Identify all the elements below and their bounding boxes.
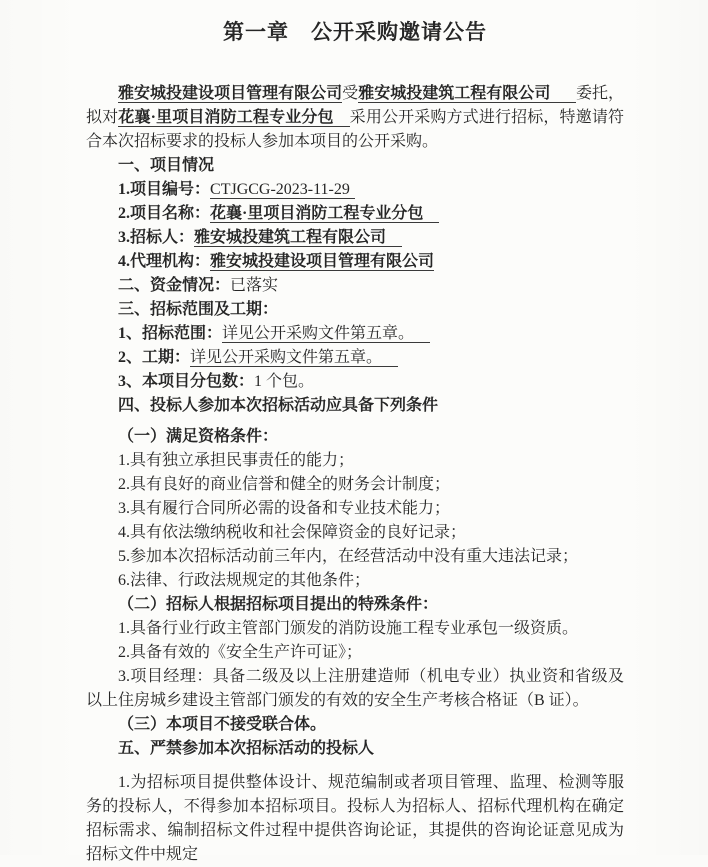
page-title: 第一章 公开采购邀请公告 <box>223 20 487 44</box>
agency-label: 4.代理机构： <box>118 253 211 270</box>
sub1-heading: （一）满足资格条件： <box>118 428 279 445</box>
intro-paragraph <box>86 82 624 154</box>
scope-label: 1、招标范围： <box>118 325 223 342</box>
tenderee-label: 3.招标人： <box>118 229 195 246</box>
funding-status: 已落实 <box>230 277 279 294</box>
duration-value: 详见公开采购文件第五章。 <box>190 349 398 367</box>
agency-name: 雅安城投建设项目管理有限公司 <box>118 85 343 102</box>
section4-heading: 四、投标人参加本次招标活动应具备下列条件 <box>118 397 439 414</box>
intro-after-owner: 委托，拟对 <box>86 85 624 126</box>
qualification-item: 4.具有依法缴纳税收和社会保障资金的良好记录； <box>118 524 467 541</box>
item-duration <box>86 346 624 370</box>
item-project-name <box>86 202 624 226</box>
section2-heading-line <box>86 274 624 298</box>
special-condition-item: 1.具备行业行政主管部门颁发的消防设施工程专业承包一级资质。 <box>118 620 579 637</box>
special-condition-item: 2.具备有效的《安全生产许可证》； <box>118 644 363 661</box>
section3-heading: 三、招标范围及工期： <box>118 301 279 318</box>
project-name-value: 花襄·里项目消防工程专业分包 <box>210 205 439 223</box>
duration-label: 2、工期： <box>118 349 191 366</box>
project-number-value: CTJGCG-2023-11-29 <box>210 181 355 199</box>
sub2-heading: （二）招标人根据招标项目提出的特殊条件： <box>118 596 439 613</box>
item-tenderee <box>86 226 624 250</box>
project-number-label: 1.项目编号： <box>118 181 211 198</box>
section1-heading: 一、项目情况 <box>118 157 215 174</box>
qualification-item: 3.具有履行合同所必需的设备和专业技术能力； <box>118 500 451 517</box>
agency-value: 雅安城投建设项目管理有限公司 <box>210 253 435 270</box>
prohibited-bidders-paragraph: 1.为招标项目提供整体设计、规范编制或者项目管理、监理、检测等服务的投标人，不得参加本招标项目。投标人为招标人、招标代理机构在确定招标需求、编制招标文件过程中提供咨询论证，其提供的咨询论证意见成为招标文件中规定 <box>86 774 624 863</box>
qualification-item: 2.具有良好的商业信誉和健全的财务会计制度； <box>118 476 451 493</box>
project-name-label: 2.项目名称： <box>118 205 211 222</box>
tenderee-value: 雅安城投建筑工程有限公司 <box>194 229 402 247</box>
item-project-number <box>86 178 624 202</box>
item-agency <box>86 250 624 274</box>
section2-heading: 二、资金情况： <box>118 277 231 294</box>
qualification-item: 1.具有独立承担民事责任的能力； <box>118 452 355 469</box>
special-condition-item-pm: 3.项目经理：具备二级及以上注册建造师（机电专业）执业资和省级及以上住房城乡建设主管部门颁发的有效的安全生产考核合格证（B 证）。 <box>86 668 624 709</box>
intro-rest: 采用公开采购方式进行招标，特邀请符合本次招标要求的投标人参加本项目的公开采购。 <box>86 109 624 150</box>
item-scope <box>86 322 624 346</box>
package-count-value: 1 个包。 <box>254 373 315 390</box>
qualification-item: 6.法律、行政法规规定的其他条件； <box>118 572 371 589</box>
intro-connector: 受 <box>342 85 359 102</box>
scope-value: 详见公开采购文件第五章。 <box>222 325 430 343</box>
section5-heading: 五、严禁参加本次招标活动的投标人 <box>118 740 375 757</box>
project-name: 花襄·里项目消防工程专业分包 <box>118 109 349 127</box>
qualification-item: 5.参加本次招标活动前三年内，在经营活动中没有重大违法记录； <box>118 548 579 565</box>
sub3-heading: （三）本项目不接受联合体。 <box>118 716 327 733</box>
item-package-count <box>86 370 624 394</box>
package-count-label: 3、本项目分包数： <box>118 373 255 390</box>
owner-name: 雅安城投建筑工程有限公司 <box>358 85 576 103</box>
